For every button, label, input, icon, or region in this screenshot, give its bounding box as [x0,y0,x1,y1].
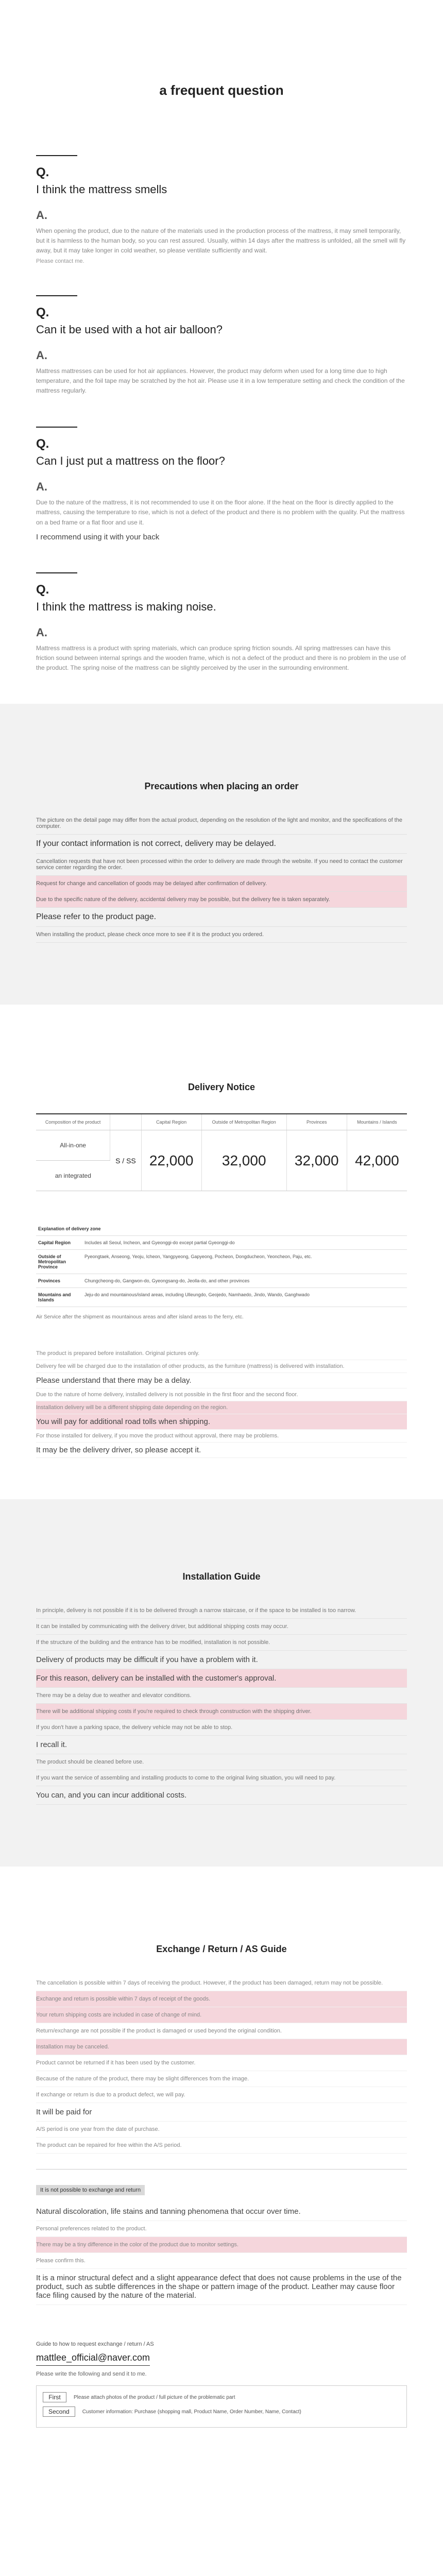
table-cell: 42,000 [347,1130,407,1191]
list-item: The picture on the detail page may differ from the actual product, depending on the resolution of the light and monitor, and the specifications of the computer. [36,812,407,835]
list-item: If you want the service of assembling and installing products to come to the original living situation, you will need to pay. [36,1770,407,1786]
contact-row [43,2406,400,2417]
table-cell: S / SS [110,1130,141,1191]
list-item: There may be a delay due to weather and elevator conditions. [36,1688,407,1704]
table-cell: 22,000 [141,1130,201,1191]
table-cell: All-in-one [36,1130,110,1161]
list-item: Return/exchange are not possible if the product is damaged or used beyond the original condition. [36,2023,407,2039]
list-item: Because of the nature of the product, there may be slight differences from the image. [36,2071,407,2087]
delivery-title: Delivery Notice [188,1082,255,1093]
list-item: When installing the product, please check once more to see if it is the product you ordered. [36,927,407,943]
list-item: Delivery of products may be difficult if you have a problem with it. [36,1651,407,1669]
table-header [110,1114,141,1130]
table-cell: an integrated [36,1161,110,1191]
answer-text: Due to the nature of the mattress, it is not recommended to use it on the floor alone. If the heat on the floor is directly applied to the mattress, causing the temperature to rise, which is not a defect of the product and there is no problem with the quality. Put the mattress on a bed frame or a flat floor and use it. [36,499,405,526]
list-item: Please confirm this. [36,2253,407,2269]
question-text: I think the mattress is making noise. [36,600,216,613]
no-exchange-list [36,2202,407,2305]
exchange-title: Exchange / Return / AS Guide [156,1944,287,1955]
table-header-row [36,1114,407,1130]
installation-title: Installation Guide [182,1571,261,1582]
list-item: Due to the nature of home delivery, installed delivery is not possible in the first floor and the second floor. [36,1388,407,1401]
region-key: Capital Region [36,1236,82,1250]
list-item: It is a minor structural defect and a slight appearance defect that does not cause problems in the use of the product, such as subtle differences in the shape or pattern image of the product. Leather may cause floor face filing caused by the nature of the material. [36,2269,407,2305]
exchange-section [0,1867,443,2326]
table-cell: 32,000 [201,1130,286,1191]
list-item: Exchange and return is possible within 7 days of receipt of the goods. [36,1991,407,2007]
list-item: For those installed for delivery, if you move the product without approval, there may be problems. [36,1430,407,1443]
divider [36,295,77,296]
region-table [36,1222,407,1307]
list-item: Please understand that there may be a delay. [36,1373,407,1388]
table-header: Composition of the product [36,1114,110,1130]
answer-extra: I recommend using it with your back [36,532,160,541]
question-text: Can I just put a mattress on the floor? [36,454,225,468]
table-row [36,1250,407,1274]
list-item: Please refer to the product page. [36,908,407,927]
list-item: If you don't have a parking space, the delivery vehicle may not be able to stop. [36,1720,407,1736]
contact-section [0,2326,443,2428]
question-mark: Q. [36,437,49,451]
list-item: The cancellation is possible within 7 days of receiving the product. However, if the product has been damaged, return may not be possible. [36,1975,407,1991]
list-item: If exchange or return is due to a product defect, we will pay. [36,2087,407,2103]
precautions-list [36,812,407,943]
list-item: Delivery fee will be charged due to the installation of other products, as the furniture (mattress) is delivered with installation. [36,1360,407,1373]
divider [36,572,77,573]
answer-mark: A. [36,480,47,494]
list-item: The product is prepared before installation. Original pictures only. [36,1347,407,1360]
table-row [36,1288,407,1307]
answer-mark: A. [36,625,47,639]
precautions-title: Precautions when placing an order [144,781,299,792]
list-item: If your contact information is not correct, delivery may be delayed. [36,835,407,854]
faq-item [36,155,407,264]
question-mark: Q. [36,165,49,179]
installation-section [0,1499,443,1867]
exchange-list [36,1975,407,2154]
question-text: I think the mattress smells [36,183,167,196]
divider [36,427,77,428]
contact-label: Guide to how to request exchange / return / AS [36,2341,154,2348]
faq-item [36,295,407,396]
list-item: There will be additional shipping costs if you're required to check through construction with the shipping driver. [36,1704,407,1720]
list-item: There may be a tiny difference in the color of the product due to monitor settings. [36,2237,407,2253]
precautions-section [0,704,443,1005]
region-key: Mountains and Islands [36,1288,82,1307]
list-item: Installation may be canceled. [36,2039,407,2055]
table-row [36,1236,407,1250]
table-header: Outside of Metropolitan Region [201,1114,286,1130]
faq-item [36,427,407,541]
list-item: Installation delivery will be a different shipping date depending on the region. [36,1401,407,1414]
list-item: It will be paid for [36,2103,407,2122]
answer-mark: A. [36,348,47,362]
region-table-title: Explanation of delivery zone [36,1222,407,1236]
contact-row-value: Please attach photos of the product / full picture of the problematic part [74,2394,235,2400]
list-item: Your return shipping costs are included in case of change of mind. [36,2007,407,2023]
list-item: I recall it. [36,1736,407,1754]
list-item: In principle, delivery is not possible if it is to be delivered through a narrow staircase, or if the space to be installed is too narrow. [36,1603,407,1619]
table-header: Mountains / Islands [347,1114,407,1130]
table-row [36,1222,407,1236]
delivery-notes [36,1347,407,1458]
question-mark: Q. [36,305,49,319]
region-value: Includes all Seoul, Incheon, and Gyeonggi-do except partial Gyeonggi-do [82,1236,407,1250]
list-item: Request for change and cancellation of goods may be delayed after confirmation of delivery. [36,876,407,892]
region-note: Air Service after the shipment as mountainous areas and after island areas to the ferry, etc. [36,1314,244,1320]
table-header: Provinces [286,1114,347,1130]
no-exchange-tag: It is not possible to exchange and return [36,2185,145,2195]
list-item: Natural discoloration, life stains and tanning phenomena that occur over time. [36,2202,407,2221]
delivery-fee-table [36,1113,407,1191]
region-value: Pyeongtaek, Anseong, Yeoju, Icheon, Yangpyeong, Gapyeong, Pocheon, Dongducheon, Yeoncheon, Paju, etc. [82,1250,407,1274]
faq-title: a frequent question [159,82,284,98]
answer-text: Mattress mattresses can be used for hot air appliances. However, the product may deform when used for a long time due to high temperature, and the foil tape may be scratched by the hot air. Please use it in a low temperature setting and check the condition of the mattress regularly. [36,367,405,394]
installation-list [36,1603,407,1805]
divider [36,2169,407,2170]
list-item: The product can be repaired for free within the A/S period. [36,2138,407,2154]
list-item: Personal preferences related to the product. [36,2221,407,2237]
divider [36,155,77,156]
answer-text: Mattress mattress is a product with spring materials, which can produce spring friction sounds. All spring mattresses can have this friction sound between internal springs and the wooden frame, which is not a defect of the product and there is no problem in the use of the product. The spring noise of the mattress can be slightly perceived by the user in the surrounding environment. [36,644,406,672]
list-item: The product should be cleaned before use. [36,1754,407,1770]
contact-note: Please write the following and send it to me. [36,2371,147,2378]
faq-item [36,572,407,673]
region-value: Chungcheong-do, Gangwon-do, Gyeongsang-do, Jeolla-do, and other provinces [82,1274,407,1288]
faq-section [0,0,443,673]
region-value: Jeju-do and mountainous/island areas, including Ulleungdo, Geojedo, Namhaedo, Jindo, Wando, Ganghwado [82,1288,407,1307]
contact-row-key: First [43,2392,66,2402]
answer-sub: Please contact me. [36,258,84,264]
table-header: Capital Region [141,1114,201,1130]
answer-text: When opening the product, due to the nature of the materials used in the production process of the mattress, it may smell temporarily, but it is harmless to the human body, so you can rest assured. Usually, within 14 days after the mattress is unfolded, all the smell will fly away, but it may take longer in cold weather, so please ventilate sufficiently and wait. [36,227,406,255]
contact-row-value: Customer information: Purchase (shopping mall, Product Name, Order Number, Name, Contact) [82,2409,301,2415]
region-key: Outside of Metropolitan Province [36,1250,82,1274]
table-row [36,1130,407,1161]
region-key: Provinces [36,1274,82,1288]
answer-mark: A. [36,209,47,222]
contact-row-key: Second [43,2406,75,2417]
table-cell: 32,000 [286,1130,347,1191]
contact-box [36,2385,407,2428]
list-item: For this reason, delivery can be installed with the customer's approval. [36,1669,407,1688]
list-item: If the structure of the building and the entrance has to be modified, installation is not possible. [36,1635,407,1651]
contact-email[interactable]: mattlee_official@naver.com [36,2352,150,2366]
list-item: It may be the delivery driver, so please accept it. [36,1443,407,1458]
list-item: You can, and you can incur additional costs. [36,1786,407,1805]
question-mark: Q. [36,582,49,597]
question-text: Can it be used with a hot air balloon? [36,323,223,336]
list-item: Product cannot be returned if it has been used by the customer. [36,2055,407,2071]
contact-row [43,2392,400,2402]
delivery-section [0,1005,443,1499]
list-item: Cancellation requests that have not been processed within the order to delivery are made through the website. If you need to contact the customer service center regarding the order. [36,854,407,876]
list-item: You will pay for additional road tolls when shipping. [36,1414,407,1430]
list-item: Due to the specific nature of the delivery, accidental delivery may be possible, but the delivery fee is taken separately. [36,892,407,908]
list-item: It can be installed by communicating with the delivery driver, but additional shipping costs may occur. [36,1619,407,1635]
table-row [36,1274,407,1288]
list-item: A/S period is one year from the date of purchase. [36,2122,407,2138]
